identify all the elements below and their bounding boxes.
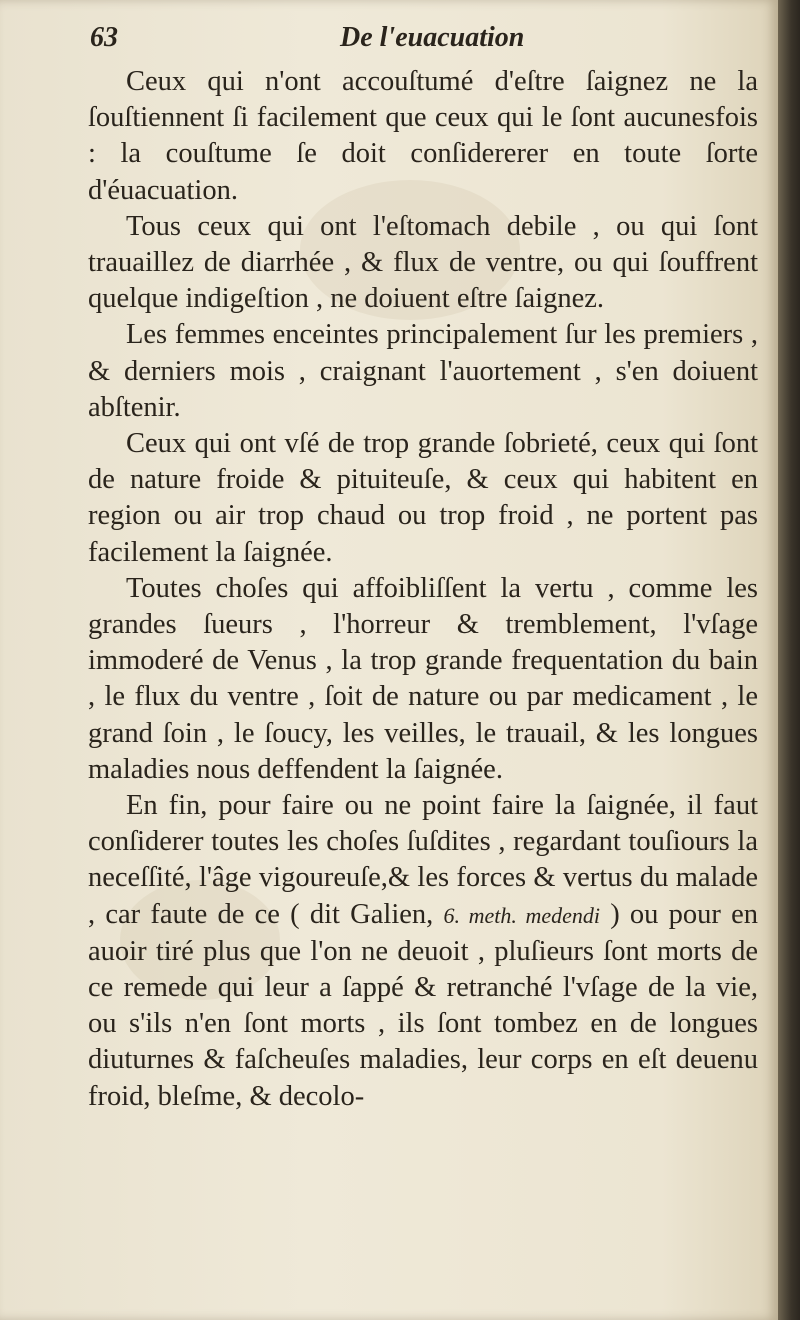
paragraph-pregnant-women: Les femmes enceintes principalement ſur les premiers , & derniers mois , craignant l'auortement , s'en doiuent abſtenir. (88, 319, 758, 423)
paragraph-conclusion (88, 788, 758, 1115)
conclusion-text-after: ) ou pour en auoir tiré plus que l'on ne deuoit , pluſieurs ſont morts de ce remede qui leur a ſappé & retranché l'vſage de la vie, ou s'ils n'en ſont morts , ils ſont tombez en de longues diuturnes & faſcheuſes maladies, leur corps en eſt deuenu froid, bleſme, & decolo- (88, 898, 758, 1112)
running-head: De l'euacuation (340, 22, 525, 53)
body-text (88, 64, 758, 1115)
paragraph-stomach: Tous ceux qui ont l'eſtomach debile , ou qui ſont trauaillez de diarrhée , & flux de ventre, ou qui ſouffrent quelque indigeſtion , ne doiuent eſtre ſaignez. (88, 210, 758, 315)
book-spine (778, 0, 800, 1320)
paragraph-custom: Ceux qui n'ont accouſtumé d'eſtre ſaignez ne la ſouſtiennent ſi facilement que ceux qui le ſont aucunesfois : la couſtume ſe doit conſidererer en toute ſorte d'éuacuation. (88, 66, 758, 206)
paragraph-sobriety: Ceux qui ont vſé de trop grande ſobrieté, ceux qui ſont de nature froide & pituiteuſe, & ceux qui habitent en region ou air trop chaud ou trop froid , ne portent pas facilement la ſaignée. (88, 428, 758, 568)
page-header (90, 18, 730, 62)
galen-citation: 6. meth. medendi (443, 902, 600, 928)
page-number: 63 (90, 22, 118, 53)
conclusion-text-before: En fin, pour faire ou ne point faire la ſaignée, il faut conſiderer toutes les choſes ſuſdites , regardant touſiours la neceſſité, l'âge vigoureuſe,& les forces & vertus du malade , car faute de ce ( dit Galien, (88, 790, 758, 930)
paragraph-weakening-things: Toutes choſes qui affoibliſſent la vertu , comme les grandes ſueurs , l'horreur & tremblement, l'vſage immoderé de Venus , la trop grande frequentation du bain , le flux du ventre , ſoit de nature ou par medicament , le grand ſoin , le ſoucy, les veilles, le trauail, & les longues maladies nous deffendent la ſaignée. (88, 572, 758, 785)
